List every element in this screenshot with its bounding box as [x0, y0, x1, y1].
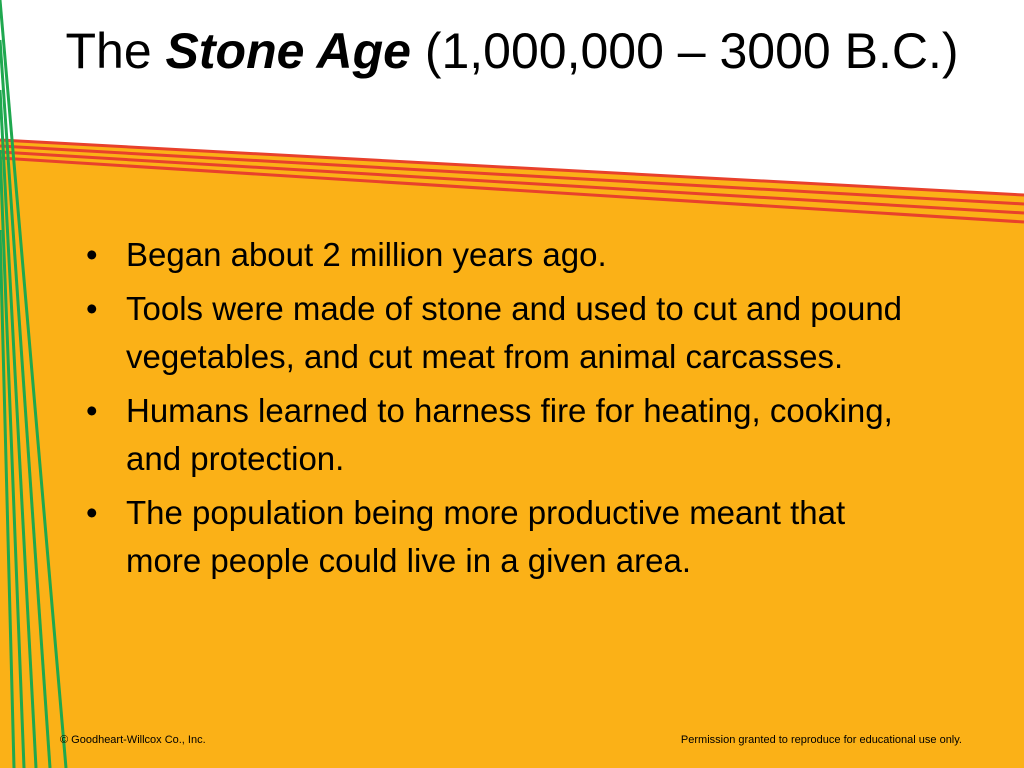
footer-copyright: © Goodheart-Willcox Co., Inc.: [60, 734, 206, 746]
bullet-glyph: •: [86, 392, 98, 429]
bullet-text: Began about 2 million years ago.: [126, 236, 607, 273]
bullet-item: [78, 285, 928, 381]
title-emphasis: Stone Age: [165, 23, 411, 79]
bullet-text: Humans learned to harness fire for heating, cooking, and protection.: [126, 392, 893, 477]
bullet-item: [78, 231, 928, 279]
bullet-item: [78, 489, 928, 585]
title-suffix: (1,000,000 – 3000 B.C.): [410, 23, 959, 79]
bullet-item: [78, 387, 928, 483]
footer-permission: Permission granted to reproduce for educational use only.: [680, 734, 962, 746]
bullet-glyph: •: [86, 494, 98, 531]
bullet-glyph: •: [86, 290, 98, 327]
bullet-text: The population being more productive meant that more people could live in a given area.: [126, 494, 846, 579]
bullet-list: [78, 231, 928, 591]
bullet-glyph: •: [86, 236, 98, 273]
slide-title: [60, 20, 964, 82]
title-prefix: The: [65, 23, 166, 79]
bullet-text: Tools were made of stone and used to cut and pound vegetables, and cut meat from animal carcasses.: [126, 290, 903, 375]
